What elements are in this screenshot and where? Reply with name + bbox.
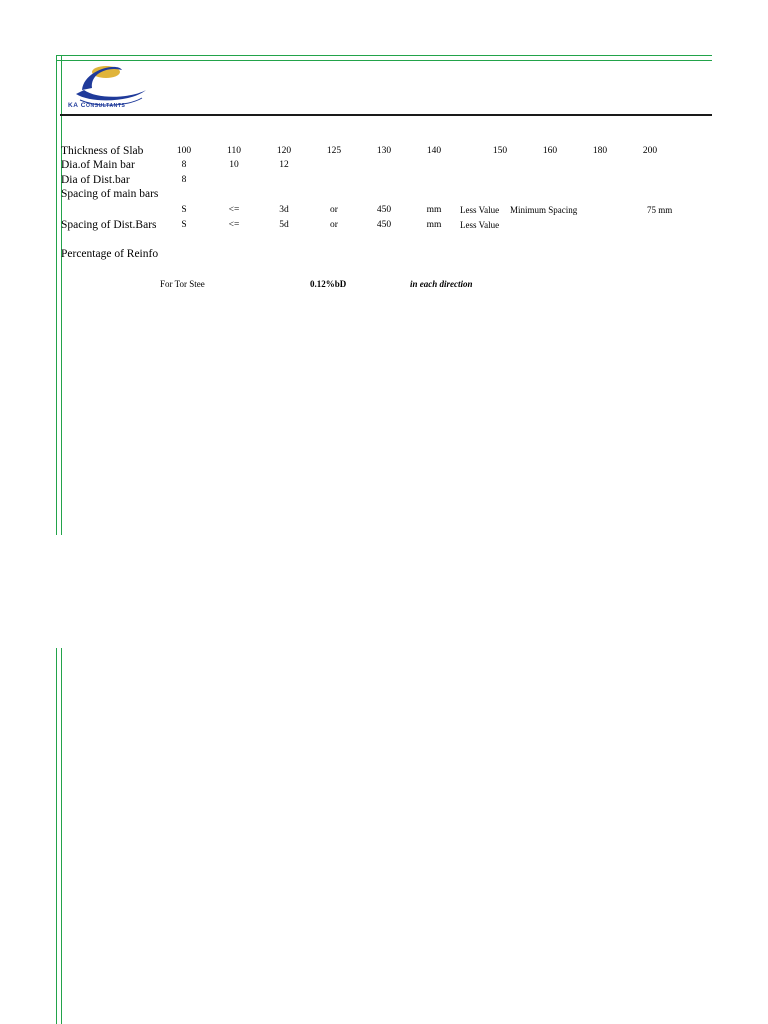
thickness-label: Thickness of Slab (61, 145, 144, 157)
sheet-page-2 (0, 648, 768, 1024)
spacing-multiplier: 3d (279, 205, 289, 215)
spacing-unit: mm (426, 220, 442, 230)
thickness-value: 100 (176, 146, 192, 156)
spacing-symbol: S (181, 205, 187, 215)
row-main-bar (0, 158, 768, 172)
spacing-or: or (330, 205, 338, 215)
header-divider (60, 114, 712, 116)
thickness-value: 130 (376, 146, 392, 156)
row-percentage (0, 247, 768, 261)
thickness-value: 110 (227, 146, 241, 156)
left-border (56, 55, 62, 535)
thickness-value: 120 (276, 146, 292, 156)
spacing-less-value: Less Value (460, 220, 500, 230)
spacing-symbol: S (181, 220, 187, 230)
main-bar-value: 8 (181, 160, 187, 170)
spacing-limit: 450 (376, 205, 392, 215)
tor-steel-direction: in each direction (410, 279, 473, 289)
company-name: KA Consultants (68, 102, 126, 109)
thickness-value: 200 (642, 146, 658, 156)
thickness-value: 125 (326, 146, 342, 156)
spacing-multiplier: 5d (279, 220, 289, 230)
row-spacing-main (0, 203, 768, 217)
spacing-or: or (330, 220, 338, 230)
main-bar-label: Dia.of Main bar (61, 159, 135, 171)
percentage-label: Percentage of Reinfo (61, 248, 159, 260)
spacing-limit: 450 (376, 220, 392, 230)
left-border (56, 648, 62, 1024)
minimum-spacing-label: Minimum Spacing (510, 205, 578, 215)
main-bar-value: 10 (229, 160, 239, 170)
row-tor-steel (0, 277, 768, 291)
spacing-dist-label: Spacing of Dist.Bars (61, 219, 157, 231)
spacing-operator: <= (228, 220, 240, 230)
spacing-main-label: Spacing of main bars (61, 188, 159, 200)
spacing-operator: <= (228, 205, 240, 215)
spacing-unit: mm (426, 205, 442, 215)
dist-bar-value: 8 (181, 175, 187, 185)
tor-steel-label: For Tor Stee (160, 279, 205, 289)
row-spacing-main-heading (0, 187, 768, 201)
thickness-value: 140 (426, 146, 442, 156)
main-bar-value: 12 (279, 160, 289, 170)
spacing-less-value: Less Value (460, 205, 500, 215)
row-thickness (0, 144, 768, 158)
dist-bar-label: Dia of Dist.bar (61, 174, 130, 186)
minimum-spacing-value: 75 mm (647, 205, 673, 215)
row-dist-bar (0, 173, 768, 187)
tor-steel-value: 0.12%bD (310, 279, 347, 289)
thickness-value: 160 (542, 146, 558, 156)
thickness-value: 150 (492, 146, 508, 156)
row-spacing-dist (0, 218, 768, 232)
thickness-value: 180 (592, 146, 608, 156)
